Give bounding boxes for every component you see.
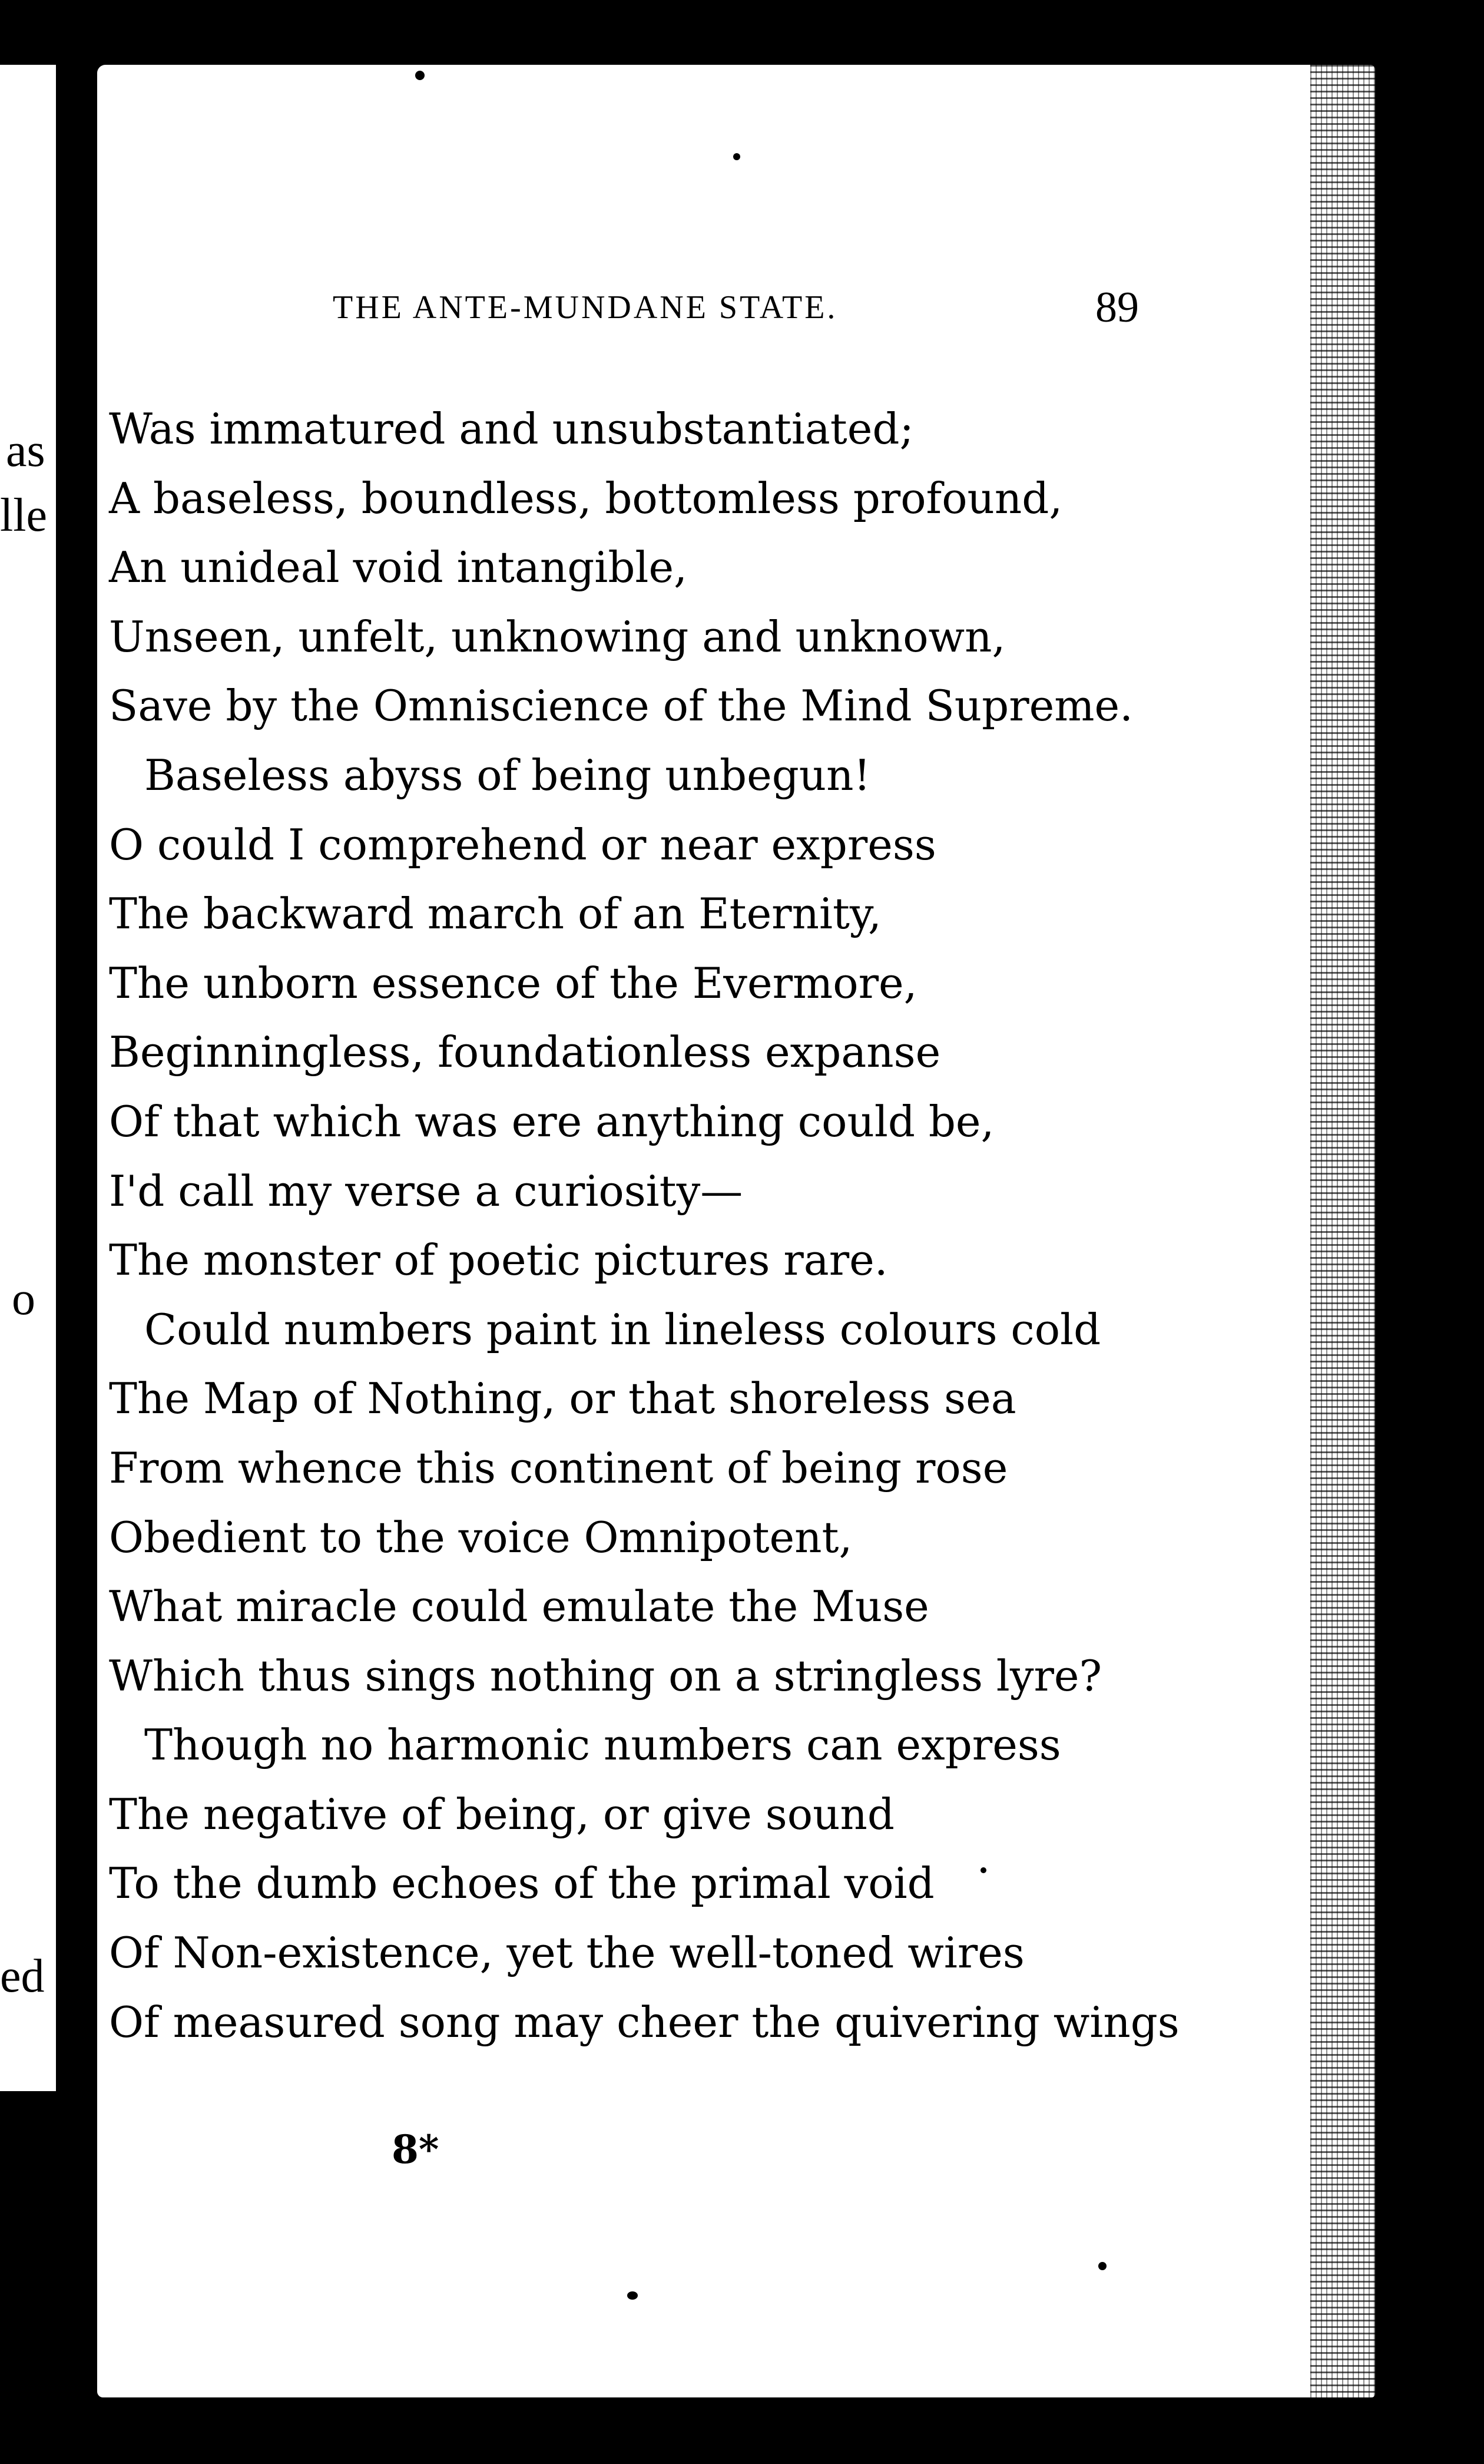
page-number: 89 — [1095, 283, 1139, 332]
verse-line: Of that which was ere anything could be, — [109, 1096, 995, 1146]
page-edge-texture — [1310, 65, 1375, 2397]
verse-line: Obedient to the voice Omnipotent, — [109, 1512, 853, 1562]
scan-speck — [1098, 2262, 1107, 2270]
verse-line: Could numbers paint in lineless colours cold — [144, 1304, 1101, 1354]
verse-line: A baseless, boundless, bottomless profound, — [109, 473, 1063, 523]
previous-page-fragment: ed — [0, 1950, 45, 2002]
previous-page-fragment: o — [12, 1273, 35, 1325]
verse-line: The negative of being, or give sound — [109, 1789, 895, 1839]
verse-line: O could I comprehend or near express — [109, 819, 936, 869]
verse-line: To the dumb echoes of the primal void — [109, 1858, 935, 1909]
previous-page-margin — [0, 65, 56, 2091]
book-page — [97, 65, 1375, 2397]
scan-speck — [627, 2291, 638, 2300]
verse-line: Was immatured and unsubstantiated; — [109, 404, 914, 454]
verse-line: Of measured song may cheer the quivering wings — [109, 1997, 1180, 2047]
verse-line: From whence this continent of being rose — [109, 1443, 1008, 1493]
verse-line: An unideal void intangible, — [109, 543, 687, 593]
verse-line: Unseen, unfelt, unknowing and unknown, — [109, 611, 1006, 662]
verse-line: I'd call my verse a curiosity— — [109, 1166, 743, 1216]
verse-line: Save by the Omniscience of the Mind Supreme. — [109, 681, 1134, 731]
verse-line: What miracle could emulate the Muse — [109, 1582, 929, 1632]
verse-line: Though no harmonic numbers can express — [144, 1720, 1061, 1770]
poem-text — [109, 395, 1180, 2057]
scan-speck — [980, 1867, 986, 1873]
previous-page-fragment: lle — [0, 490, 47, 541]
verse-line: The unborn essence of the Evermore, — [109, 958, 917, 1008]
scan-speck — [733, 153, 740, 160]
verse-line: The backward march of an Eternity, — [109, 889, 882, 939]
verse-line: The Map of Nothing, or that shoreless sea — [109, 1374, 1016, 1424]
verse-line: Which thus sings nothing on a stringless lyre? — [109, 1651, 1102, 1701]
signature-mark: 8* — [392, 2126, 439, 2172]
verse-line: Of Non-existence, yet the well-toned wires — [109, 1928, 1025, 1978]
scan-speck — [415, 71, 425, 80]
verse-line: Baseless abyss of being unbegun! — [144, 750, 871, 800]
previous-page-fragment: as — [6, 425, 45, 477]
running-head: THE ANTE-MUNDANE STATE. — [333, 289, 838, 326]
verse-line: Beginningless, foundationless expanse — [109, 1027, 941, 1077]
verse-line: The monster of poetic pictures rare. — [109, 1235, 888, 1285]
